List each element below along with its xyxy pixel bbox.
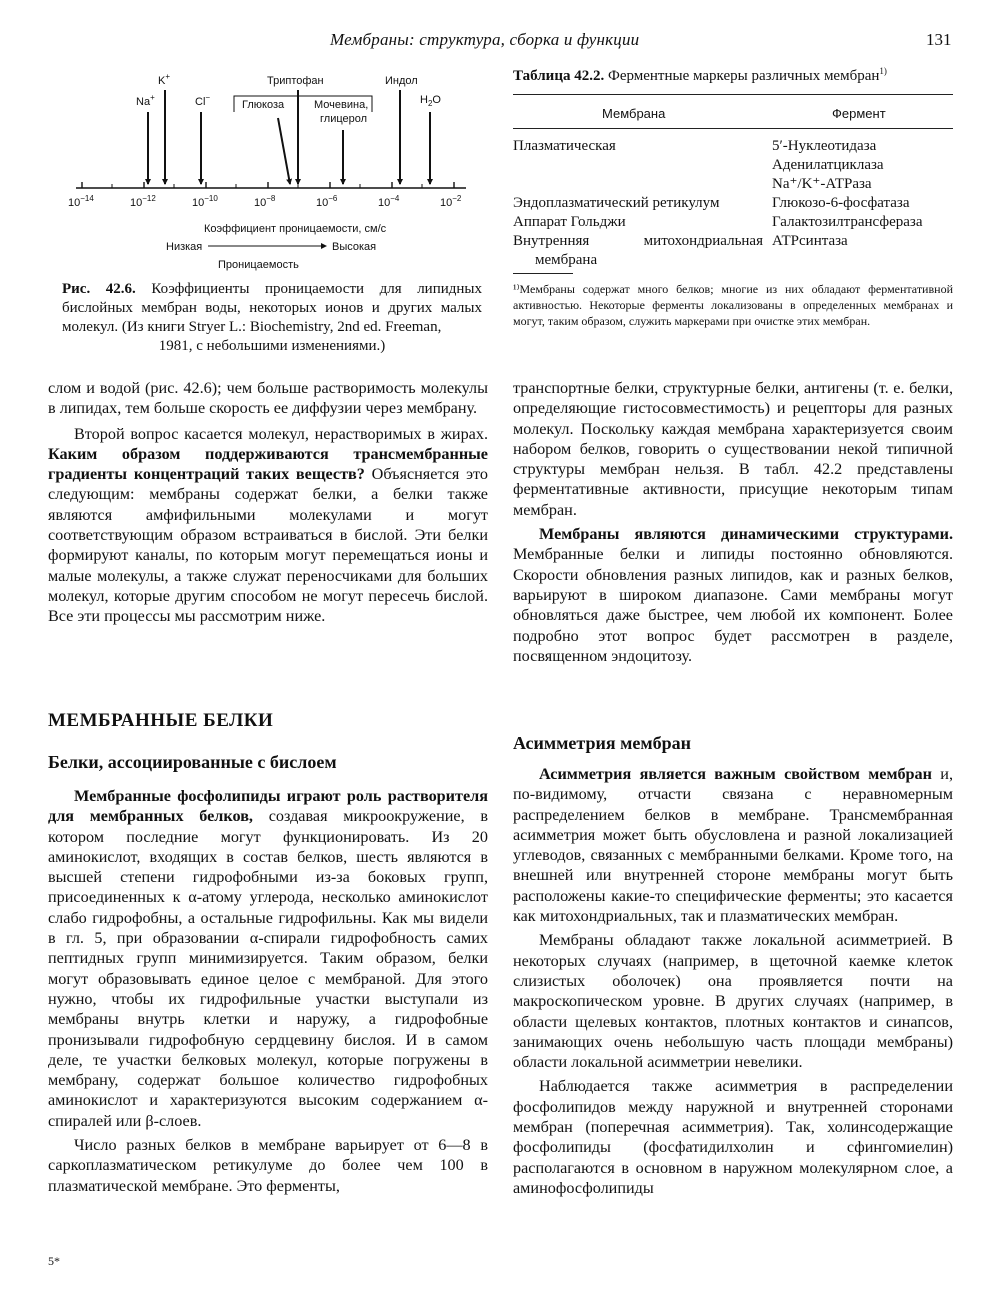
subsection-heading: Асимметрия мембран <box>513 733 691 753</box>
right-column-top <box>513 378 953 666</box>
table-top-rule <box>513 94 953 95</box>
table-title-footnote-mark: 1) <box>879 66 887 76</box>
label-h2o: $H_2O$ <box>420 94 441 108</box>
label-k: K+ <box>158 72 171 87</box>
section-heading: МЕМБРАННЫЕ БЕЛКИ <box>48 710 274 731</box>
paragraph-emphasis: Мембраны являются динамическими структурами. <box>539 525 953 544</box>
permeability-diagram <box>62 72 482 271</box>
paragraph-text: Объясняется это следующим: мембраны содержат белки, а белки также являются амфифильными молекулами и могут соответствующим образом встраиваться в бислой. Эти белки формируют каналы, по которым могут перемещаться ионы и малые молекулы, а также служат переносчиками для больших молекул, которые другим способом не могут пересечь бислой. Все эти процессы мы рассмотрим ниже. <box>48 465 488 626</box>
permeability-label: Проницаемость <box>218 259 299 271</box>
right-column-bottom <box>513 764 953 1198</box>
paragraph-text: Второй вопрос касается молекул, нерастворимых в жирах. <box>74 424 488 443</box>
table-cell-enzyme: Na⁺/K⁺-АТРаза <box>772 176 872 192</box>
table-cell-membrane: Эндоплазматический ретикулум <box>513 195 720 211</box>
table-cell-enzyme: Аденилатциклаза <box>772 157 884 173</box>
tick-label-1e-4: $10^{-4}$ <box>378 194 400 209</box>
tick-label-1e-10: $10^{-10}$ <box>192 194 218 209</box>
paragraph: транспортные белки, структурные белки, антигены (т. е. белки, определяющие гистосовместимость) и рецепторы для разных молекул. Поскольку каждая мембрана характеризуется своим набором белков, говорить о существовании некой типичной структуры мембран нельзя. В табл. 42.2 представлены ферментативные активности, присущие некоторым типам мембран. <box>513 379 953 519</box>
tick-label-1e-12: $10^{-12}$ <box>130 194 156 209</box>
figure-caption <box>62 280 482 356</box>
table-cell-membrane-cont: мембрана <box>535 252 598 268</box>
arrow-glucose <box>278 118 290 184</box>
figure-caption-label: Рис. 42.6. <box>62 281 136 297</box>
signature-mark: 5* <box>48 1254 60 1268</box>
figure-caption-text: Коэффициенты проницаемости для липидных бислойных мембран воды, некоторых ионов и других малых молекул. (Из книги Stryer L.: Biochemistry, 2nd ed. Freeman, <box>62 281 482 335</box>
table-cell-enzyme: 5′-Нуклеотидаза <box>772 138 877 154</box>
table-footnote-rule <box>513 273 573 274</box>
tick-label-1e-6: $10^{-6}$ <box>316 194 338 209</box>
table-cell-membrane: Внутренняя митохондриальная <box>513 233 763 249</box>
label-glycerol: глицерол <box>320 113 368 125</box>
tick-label-1e-8: $10^{-8}$ <box>254 194 276 209</box>
paragraph <box>513 764 953 926</box>
paragraph <box>48 786 488 1131</box>
paragraph <box>48 424 488 627</box>
axis-ticks <box>82 182 454 188</box>
label-cl: Cl− <box>195 93 211 108</box>
table-footnote: ¹⁾Мембраны содержат много белков; многие из них обладают ферментативной активностью. Некоторые ферменты локализованы в определенных мембранах и могут, таким образом, служить маркерами при очистке этих мембран. <box>513 282 953 328</box>
table-cell-enzyme: Галактозилтрансфераза <box>772 214 923 230</box>
paragraph-text: Мембранные белки и липиды постоянно обновляются. Скорости обновления разных липидов, как и разных белков, варьируют в широком диапазоне. Сами мембраны могут обновляться даже быстрее, чем любой их компонент. Более подробно этот вопрос будет рассмотрен в разделе, посвященном эндоцитозу. <box>513 545 953 665</box>
paragraph <box>513 524 953 666</box>
paragraph-emphasis: Каким образом поддерживаются трансмембранные градиенты концентраций таких веществ? <box>48 444 488 484</box>
tick-label-1e-14: $10^{-14}$ <box>68 194 94 209</box>
table-title <box>513 66 887 85</box>
figure-caption-source: 1981, с небольшими изменениями.) <box>158 338 386 354</box>
paragraph: Число разных белков в мембране варьирует от 6—8 в саркоплазматическом ретикулуме до более чем 100 в плазматической мембране. Это ферменты, <box>48 1136 488 1195</box>
subsection-heading: Белки, ассоциированные с бислоем <box>48 752 337 772</box>
low-label: Низкая <box>166 241 203 253</box>
table-header-rule <box>513 128 953 129</box>
permeability-figure <box>62 72 482 271</box>
table-label: Таблица 42.2. <box>513 68 605 84</box>
table-title-text: Ферментные маркеры различных мембран <box>607 68 880 84</box>
page-number: 131 <box>926 30 952 49</box>
paragraph-emphasis: Асимметрия является важным свойством мембран <box>539 765 932 783</box>
table-cell-membrane: Плазматическая <box>513 138 616 154</box>
tick-label-1e-2: $10^{-2}$ <box>440 194 462 209</box>
left-column-bottom <box>48 786 488 1196</box>
paragraph-text: и, по-видимому, отчасти связана с неравномерным распределением белков в мембране. Трансмембранная асимметрия может быть обусловлена и разной локализацией углеводов, связанных с мембранными белками. Кроме того, на внешней или внутренней стороне мембраны могут быть расположены какие-то специфические ферменты; это касается как митохондриальных, так и плазматических мембран. <box>513 765 953 926</box>
table-cell-membrane: Аппарат Гольджи <box>513 214 626 230</box>
left-column-top <box>48 378 488 627</box>
table-header-enzyme: Фермент <box>832 106 886 121</box>
paragraph: Наблюдается также асимметрия в распределении фосфолипидов между наружной и внутренней сторонами мембран (поперечная асимметрия). Так, холинсодержащие фосфолипиды (фосфатидилхолин и сфингомиелин) располагаются в основном в наружном молекулярном слое, а аминофосфолипиды <box>513 1077 953 1197</box>
paragraph-emphasis: Мембранные фосфолипиды играют роль растворителя для мембранных белков, <box>48 787 488 826</box>
paragraph: слом и водой (рис. 42.6); чем больше растворимость молекулы в липидах, тем больше скорость ее диффузии через мембрану. <box>48 379 488 418</box>
label-tryptophan: Триптофан <box>267 75 324 87</box>
running-title: Мембраны: структура, сборка и функции <box>330 30 640 49</box>
label-glucose: Глюкоза <box>242 99 285 111</box>
table-cell-enzyme: Глюкозо-6-фосфатаза <box>772 195 910 211</box>
high-label: Высокая <box>332 241 377 253</box>
table-cell-enzyme: АТРсинтаза <box>772 233 848 249</box>
label-urea: Мочевина, <box>314 99 369 111</box>
axis-title: Коэффициент проницаемости, см/с <box>204 223 387 235</box>
paragraph-text: создавая микроокружение, в котором последние могут функционировать. Из 20 аминокислот, входящих в состав белков, шесть являются в высшей степени гидрофобными из-за боковых групп, присоединенных к α-атому углерода, несколько аминокислот слабо гидрофобны, а остальные гидрофильны. Как мы видели в гл. 5, при образовании α-спирали гидрофобность самих пептидных групп минимизируется. Таким образом, белки могут образовывать единое целое с мембраной. Для этого нужно, чтобы их гидрофильные участки выступали из мембраны внутрь клетки и наружу, а гидрофобные пронизывали гидрофобную сердцевину бислоя. И в самом деле, те участки белковых молекул, которые погружены в мембрану, содержат большое количество гидрофобных аминокислот и характеризуются высоким содержанием α-спиралей или β-слоев. <box>48 807 488 1130</box>
label-indole: Индол <box>385 75 418 87</box>
table-header-membrane: Мембрана <box>602 106 666 121</box>
page-header <box>0 30 1003 52</box>
paragraph: Мембраны обладают также локальной асимметрией. В некоторых случаях (например, в щеточной каемке клеток слизистых оболочек) она проявляется почти на макроскопическом уровне. В других случаях (например, в области щелевых контактов, плотных контактов и синапсов, занимающих очень небольшую часть площади мембраны) области локальной асимметрии невелики. <box>513 931 953 1072</box>
label-na: Na+ <box>136 93 155 108</box>
